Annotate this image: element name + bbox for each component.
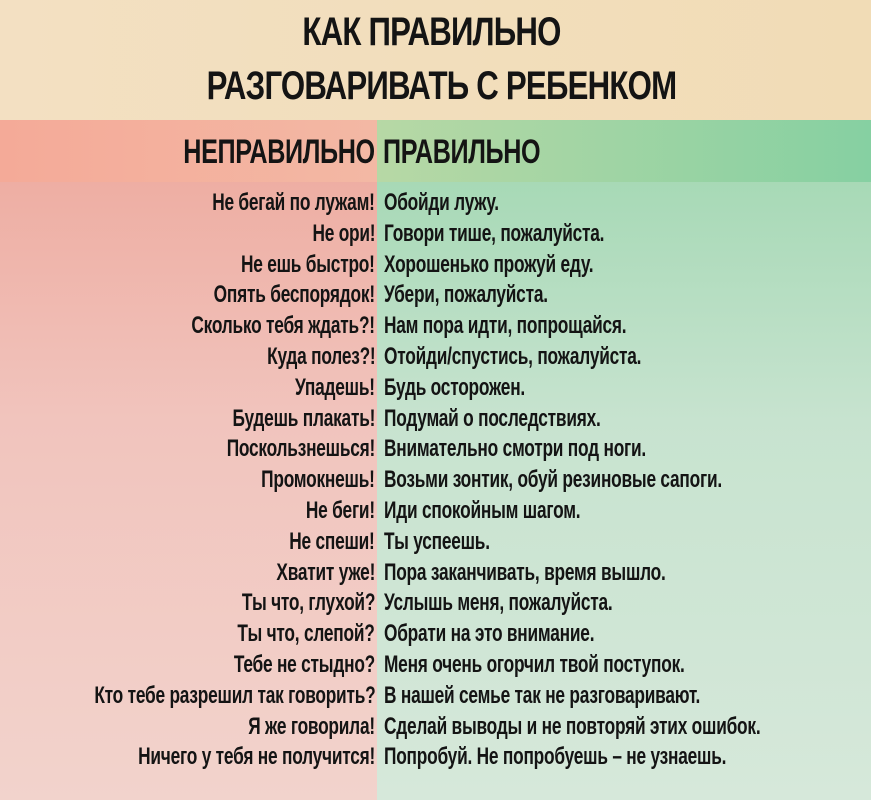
table-row	[0, 465, 871, 496]
table-row	[0, 434, 871, 465]
right-phrase: Нам пора идти, попрощайся.	[384, 312, 627, 340]
wrong-phrase: Поскользнешься!	[226, 435, 375, 463]
table-row	[0, 558, 871, 589]
wrong-phrase: Я же говорила!	[248, 712, 375, 740]
right-phrase: Пора заканчивать, время вышло.	[384, 558, 666, 586]
right-phrase: Будь осторожен.	[384, 373, 526, 401]
right-phrase: Убери, пожалуйста.	[384, 281, 548, 309]
wrong-phrase: Куда полез?!	[266, 342, 375, 370]
right-phrase: В нашей семье так не разговаривают.	[384, 681, 701, 709]
right-phrase: Обойди лужу.	[384, 189, 499, 216]
right-phrase: Подумай о последствиях.	[384, 404, 601, 432]
table-row	[0, 373, 871, 404]
table-row	[0, 496, 871, 527]
wrong-phrase: Не ешь быстро!	[241, 250, 375, 278]
right-phrase: Отойди/спустись, пожалуйста.	[384, 342, 642, 370]
table-row	[0, 712, 871, 743]
table-row	[0, 619, 871, 650]
wrong-phrase: Не ори!	[312, 219, 375, 247]
wrong-phrase: Упадешь!	[295, 373, 375, 401]
right-phrase: Услышь меня, пожалуйста.	[384, 589, 613, 617]
right-column-heading: ПРАВИЛЬНО	[383, 133, 541, 171]
page-title-line-2: РАЗГОВАРИВАТЬ С РЕБЕНКОМ	[206, 64, 677, 108]
right-phrase: Меня очень огорчил твой поступок.	[384, 650, 685, 678]
phrase-table	[0, 188, 871, 773]
wrong-phrase: Кто тебе разрешил так говорить?	[93, 681, 375, 709]
table-row	[0, 219, 871, 250]
table-row	[0, 342, 871, 373]
table-row	[0, 588, 871, 619]
right-phrase: Говори тише, пожалуйста.	[384, 219, 605, 247]
right-phrase: Попробуй. Не попробуешь – не узнаешь.	[384, 743, 727, 771]
table-row	[0, 681, 871, 712]
wrong-phrase: Ты что, слепой?	[237, 620, 375, 648]
page-title-line-1: КАК ПРАВИЛЬНО	[302, 10, 561, 54]
right-phrase: Ты успеешь.	[384, 527, 490, 555]
table-row	[0, 311, 871, 342]
right-phrase: Возьми зонтик, обуй резиновые сапоги.	[384, 466, 722, 494]
right-phrase: Иди спокойным шагом.	[384, 496, 581, 524]
wrong-phrase: Хватит уже!	[276, 558, 375, 586]
table-row	[0, 650, 871, 681]
wrong-phrase: Опять беспорядок!	[213, 281, 375, 309]
wrong-phrase: Не беги!	[305, 496, 375, 524]
wrong-column-heading: НЕПРАВИЛЬНО	[183, 133, 375, 171]
table-row	[0, 404, 871, 435]
wrong-phrase: Ничего у тебя не получится!	[138, 743, 375, 771]
wrong-phrase: Ты что, глухой?	[241, 589, 375, 617]
wrong-phrase: Промокнешь!	[261, 466, 375, 494]
right-phrase: Обрати на это внимание.	[384, 620, 595, 648]
wrong-phrase: Тебе не стыдно?	[233, 650, 375, 678]
wrong-phrase: Будешь плакать!	[232, 404, 375, 432]
right-phrase: Хорошенько прожуй еду.	[384, 250, 594, 278]
wrong-phrase: Не спеши!	[289, 527, 375, 555]
table-row	[0, 742, 871, 773]
wrong-phrase: Сколько тебя ждать?!	[191, 312, 375, 340]
table-row	[0, 250, 871, 281]
table-row	[0, 527, 871, 558]
right-phrase: Внимательно смотри под ноги.	[384, 435, 647, 463]
table-row	[0, 280, 871, 311]
wrong-phrase: Не бегай по лужам!	[212, 189, 375, 216]
right-phrase: Сделай выводы и не повторяй этих ошибок.	[384, 712, 761, 740]
table-row	[0, 188, 871, 219]
